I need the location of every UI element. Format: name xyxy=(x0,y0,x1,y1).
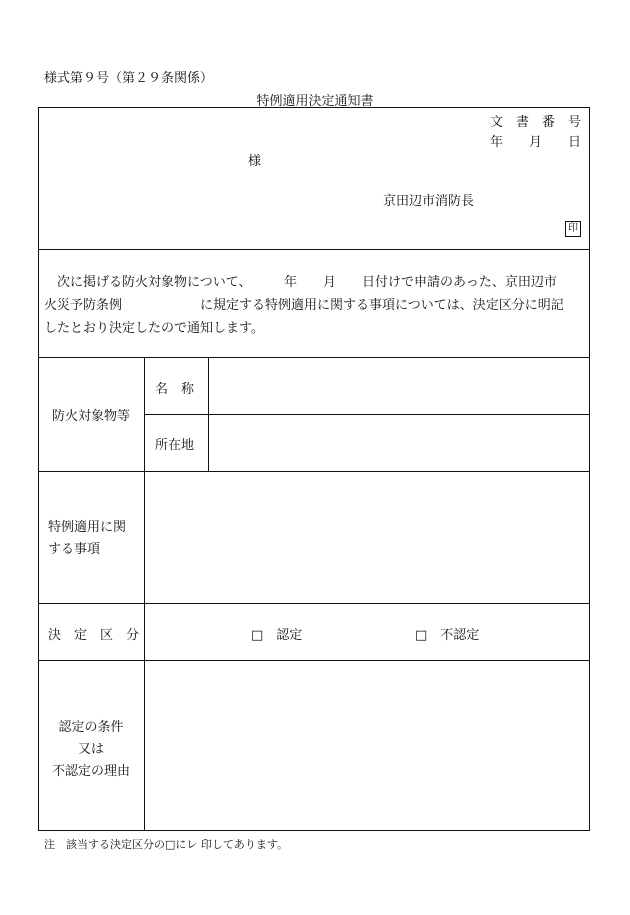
location-label: 所在地 xyxy=(155,438,195,453)
conditions-label-line: 又は xyxy=(77,742,104,757)
document-number-label: 文 書 番 号 xyxy=(490,115,582,130)
document-title: 特例適用決定通知書 xyxy=(256,94,374,109)
divider xyxy=(38,660,590,661)
footnote: 注 該当する決定区分の□にレ 印してあります。 xyxy=(44,838,289,851)
addressee-suffix: 様 xyxy=(248,154,262,169)
notification-line: 火災予防条例 に規定する特例適用に関する事項については、決定区分に明記 xyxy=(44,298,564,313)
conditions-label-line: 認定の条件 xyxy=(58,720,124,735)
notification-line: 次に掲げる防火対象物について、 年 月 日付けで申請のあった、京田辺市 xyxy=(44,275,557,290)
target-object-label: 防火対象物等 xyxy=(51,409,130,424)
form-number: 様式第９号（第２９条関係） xyxy=(44,71,214,86)
seal-mark: 印 xyxy=(565,221,581,237)
column-divider xyxy=(208,357,209,471)
divider xyxy=(38,249,590,250)
divider xyxy=(144,414,590,415)
conditions-label xyxy=(38,717,144,783)
divider xyxy=(38,471,590,472)
notification-text xyxy=(44,271,589,340)
decision-label: 決 定 区 分 xyxy=(48,628,140,643)
name-label: 名 称 xyxy=(155,382,195,397)
reject-checkbox-option: □ 不認定 xyxy=(415,628,480,643)
divider xyxy=(38,357,590,358)
notification-line: したとおり決定したので通知します。 xyxy=(44,321,264,336)
column-divider xyxy=(144,357,145,831)
divider xyxy=(38,603,590,604)
matters-label: 特例適用に関する事項 xyxy=(48,520,127,557)
conditions-label-line: 不認定の理由 xyxy=(51,764,130,779)
approve-checkbox-option: □ 認定 xyxy=(251,628,303,643)
date-label: 年 月 日 xyxy=(490,135,582,150)
issuer-name: 京田辺市消防長 xyxy=(383,194,475,209)
